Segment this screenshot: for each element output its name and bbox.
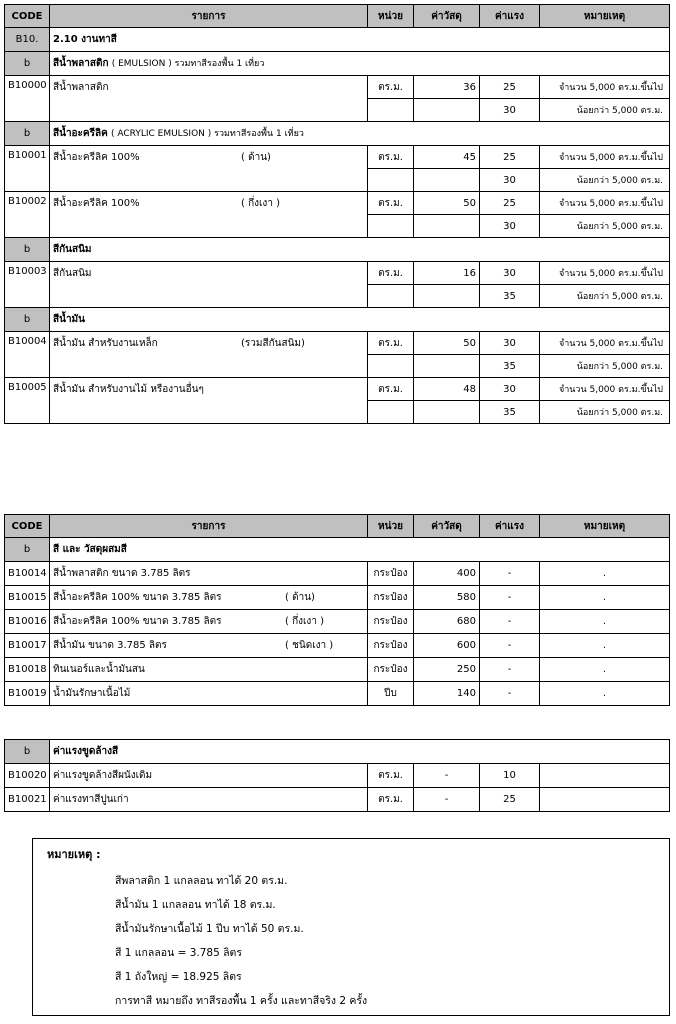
item-material: 680	[414, 610, 480, 634]
item-unit: กระป๋อง	[368, 634, 414, 658]
item-labor: 10	[480, 764, 540, 788]
item-labor: -	[480, 634, 540, 658]
item-code: B10016	[5, 610, 50, 634]
header-remark: หมายเหตุ	[540, 515, 670, 538]
item-unit: ตร.ม.	[368, 146, 414, 169]
item-name	[50, 634, 368, 658]
item-labor: 30	[480, 332, 540, 355]
item-material: 400	[414, 562, 480, 586]
item-labor: 30	[480, 215, 540, 238]
item-unit: กระป๋อง	[368, 658, 414, 682]
item-material: 36	[414, 76, 480, 99]
item-material: 50	[414, 332, 480, 355]
item-unit: ตร.ม.	[368, 378, 414, 401]
table-row	[5, 146, 670, 169]
item-name-text: สีน้ำมัน สำหรับงานไม้ หรืองานอื่นๆ	[53, 384, 204, 395]
item-labor: 35	[480, 285, 540, 308]
group-code: b	[5, 308, 50, 332]
item-code: B10015	[5, 586, 50, 610]
item-labor: -	[480, 658, 540, 682]
item-detail: ( ชนิดเงา )	[285, 640, 334, 651]
paint-price-table	[4, 4, 670, 424]
item-name-text: สีน้ำอะครีลิค 100% ขนาด 3.785 ลิตร	[53, 592, 222, 603]
group-code: b	[5, 538, 50, 562]
item-name	[50, 610, 368, 634]
item-unit: ตร.ม.	[368, 332, 414, 355]
group-row	[5, 740, 670, 764]
item-name-text: สีน้ำพลาสติก	[53, 82, 109, 93]
item-labor: -	[480, 562, 540, 586]
note-line: สี 1 แกลลอน = 3.785 ลิตร	[115, 947, 243, 959]
item-detail: ( ด้าน)	[241, 152, 271, 163]
table-row	[5, 586, 670, 610]
note-line: สีน้ำมันรักษาเนื้อไม้ 1 ปีบ ทาได้ 50 ตร.ม.	[115, 923, 304, 935]
table-row	[5, 634, 670, 658]
item-unit: ปีบ	[368, 682, 414, 706]
paint-stripping-table	[4, 739, 670, 812]
item-code: B10000	[5, 76, 50, 122]
note-line: สีน้ำมัน 1 แกลลอน ทาได้ 18 ตร.ม.	[115, 899, 276, 911]
table-row	[5, 332, 670, 355]
section-code: B10.	[5, 28, 50, 52]
item-labor: 25	[480, 146, 540, 169]
item-name-text: สีน้ำอะครีลิค 100%	[53, 198, 140, 209]
header-remark: หมายเหตุ	[540, 5, 670, 28]
table-row	[5, 562, 670, 586]
item-remark: จำนวน 5,000 ตร.ม.ขึ้นไป	[540, 378, 670, 401]
item-labor: 35	[480, 355, 540, 378]
item-remark	[540, 788, 670, 812]
item-labor: 25	[480, 76, 540, 99]
item-unit: ตร.ม.	[368, 764, 414, 788]
item-labor: 35	[480, 401, 540, 424]
item-remark: น้อยกว่า 5,000 ตร.ม.	[540, 169, 670, 192]
group-row	[5, 238, 670, 262]
item-labor: 25	[480, 192, 540, 215]
item-name-text: สีน้ำอะครีลิค 100% ขนาด 3.785 ลิตร	[53, 616, 222, 627]
item-name	[50, 378, 368, 424]
item-remark: จำนวน 5,000 ตร.ม.ขึ้นไป	[540, 192, 670, 215]
item-remark: น้อยกว่า 5,000 ตร.ม.	[540, 99, 670, 122]
item-name-text: สีน้ำพลาสติก ขนาด 3.785 ลิตร	[53, 568, 191, 579]
group-title: สีกันสนิม	[53, 244, 92, 255]
item-name: ค่าแรงทาสีปูนเก่า	[50, 788, 368, 812]
item-name: ค่าแรงขูดล้างสีผนังเดิม	[50, 764, 368, 788]
table-row	[5, 658, 670, 682]
item-remark: จำนวน 5,000 ตร.ม.ขึ้นไป	[540, 262, 670, 285]
group-subtitle: ( EMULSION ) รวมทาสีรองพื้น 1 เที่ยว	[111, 59, 265, 69]
item-labor: 30	[480, 99, 540, 122]
item-labor: 30	[480, 378, 540, 401]
table-row	[5, 610, 670, 634]
item-material: 250	[414, 658, 480, 682]
item-remark: .	[540, 634, 670, 658]
item-remark: จำนวน 5,000 ตร.ม.ขึ้นไป	[540, 76, 670, 99]
group-row	[5, 52, 670, 76]
item-unit: กระป๋อง	[368, 586, 414, 610]
item-name	[50, 262, 368, 308]
item-material: -	[414, 788, 480, 812]
item-name	[50, 146, 368, 192]
item-material: -	[414, 764, 480, 788]
group-code: b	[5, 52, 50, 76]
item-code: B10001	[5, 146, 50, 192]
group-title-cell	[50, 308, 670, 332]
item-material: 45	[414, 146, 480, 169]
paint-materials-table	[4, 514, 670, 706]
item-material: 580	[414, 586, 480, 610]
section-title: 2.10 งานทาสี	[50, 28, 670, 52]
item-remark: .	[540, 610, 670, 634]
item-unit: ตร.ม.	[368, 788, 414, 812]
item-remark: .	[540, 682, 670, 706]
group-code: b	[5, 740, 50, 764]
item-name	[50, 192, 368, 238]
item-unit: กระป๋อง	[368, 562, 414, 586]
item-code: B10005	[5, 378, 50, 424]
item-code: B10002	[5, 192, 50, 238]
item-labor: -	[480, 586, 540, 610]
item-remark: น้อยกว่า 5,000 ตร.ม.	[540, 285, 670, 308]
group-title-cell	[50, 52, 670, 76]
item-unit: ตร.ม.	[368, 76, 414, 99]
item-code: B10020	[5, 764, 50, 788]
item-labor: -	[480, 682, 540, 706]
item-name	[50, 562, 368, 586]
item-name-text: สีน้ำอะครีลิค 100%	[53, 152, 140, 163]
table-row	[5, 764, 670, 788]
header-material: ค่าวัสดุ	[414, 515, 480, 538]
table-row	[5, 262, 670, 285]
item-material: 600	[414, 634, 480, 658]
item-name-text: ทินเนอร์และน้ำมันสน	[53, 664, 145, 675]
item-name-text: สีกันสนิม	[53, 268, 92, 279]
item-name	[50, 658, 368, 682]
item-remark: น้อยกว่า 5,000 ตร.ม.	[540, 215, 670, 238]
item-name	[50, 332, 368, 378]
table-row	[5, 788, 670, 812]
header-unit: หน่วย	[368, 5, 414, 28]
item-unit: ตร.ม.	[368, 262, 414, 285]
item-code: B10018	[5, 658, 50, 682]
item-code: B10004	[5, 332, 50, 378]
header-unit: หน่วย	[368, 515, 414, 538]
group-title: สีน้ำมัน	[53, 314, 85, 325]
table-row	[5, 76, 670, 99]
group-title: สีน้ำพลาสติก	[53, 58, 109, 69]
table-row	[5, 682, 670, 706]
notes-box	[32, 838, 670, 1016]
item-remark: .	[540, 586, 670, 610]
item-code: B10021	[5, 788, 50, 812]
group-title: ค่าแรงขูดล้างสี	[50, 740, 670, 764]
group-code: b	[5, 238, 50, 262]
group-title-cell	[50, 238, 670, 262]
item-labor: -	[480, 610, 540, 634]
table-row	[5, 192, 670, 215]
item-detail: ( กึ่งเงา )	[241, 198, 281, 209]
table-header	[5, 515, 670, 538]
header-labor: ค่าแรง	[480, 5, 540, 28]
header-code: CODE	[5, 515, 50, 538]
group-row	[5, 308, 670, 332]
item-labor: 30	[480, 169, 540, 192]
note-line: การทาสี หมายถึง ทาสีรองพื้น 1 ครั้ง และทาสีจริง 2 ครั้ง	[115, 995, 368, 1007]
group-title: สีน้ำอะครีลิค	[53, 128, 108, 139]
notes-title: หมายเหตุ :	[47, 848, 101, 861]
item-remark: น้อยกว่า 5,000 ตร.ม.	[540, 355, 670, 378]
item-remark: .	[540, 658, 670, 682]
item-material: 48	[414, 378, 480, 401]
item-remark: .	[540, 562, 670, 586]
item-name-text: น้ำมันรักษาเนื้อไม้	[53, 688, 131, 699]
item-remark: น้อยกว่า 5,000 ตร.ม.	[540, 401, 670, 424]
item-remark: จำนวน 5,000 ตร.ม.ขึ้นไป	[540, 146, 670, 169]
item-name	[50, 586, 368, 610]
item-code: B10014	[5, 562, 50, 586]
item-detail: ( ด้าน)	[285, 592, 315, 603]
header-item: รายการ	[50, 515, 368, 538]
note-line: สี 1 ถังใหญ่ = 18.925 ลิตร	[115, 971, 242, 983]
item-code: B10003	[5, 262, 50, 308]
item-remark: จำนวน 5,000 ตร.ม.ขึ้นไป	[540, 332, 670, 355]
item-material: 50	[414, 192, 480, 215]
item-labor: 30	[480, 262, 540, 285]
header-item: รายการ	[50, 5, 368, 28]
header-material: ค่าวัสดุ	[414, 5, 480, 28]
group-row	[5, 122, 670, 146]
item-detail: ( กึ่งเงา )	[285, 616, 325, 627]
group-subtitle: ( ACRYLIC EMULSION ) รวมทาสีรองพื้น 1 เที่ยว	[111, 129, 304, 139]
group-code: b	[5, 122, 50, 146]
item-code: B10017	[5, 634, 50, 658]
item-detail: (รวมสีกันสนิม)	[241, 338, 305, 349]
group-title: สี และ วัสดุผสมสี	[50, 538, 670, 562]
item-name	[50, 682, 368, 706]
item-name-text: สีน้ำมัน สำหรับงานเหล็ก	[53, 338, 158, 349]
header-code: CODE	[5, 5, 50, 28]
item-material: 16	[414, 262, 480, 285]
table-row	[5, 378, 670, 401]
item-code: B10019	[5, 682, 50, 706]
item-unit: ตร.ม.	[368, 192, 414, 215]
item-labor: 25	[480, 788, 540, 812]
item-material: 140	[414, 682, 480, 706]
group-row	[5, 538, 670, 562]
item-name-text: สีน้ำมัน ขนาด 3.785 ลิตร	[53, 640, 167, 651]
header-labor: ค่าแรง	[480, 515, 540, 538]
section-row	[5, 28, 670, 52]
item-name	[50, 76, 368, 122]
group-title-cell	[50, 122, 670, 146]
table-header	[5, 5, 670, 28]
item-unit: กระป๋อง	[368, 610, 414, 634]
note-line: สีพลาสติก 1 แกลลอน ทาได้ 20 ตร.ม.	[115, 875, 288, 887]
item-remark	[540, 764, 670, 788]
